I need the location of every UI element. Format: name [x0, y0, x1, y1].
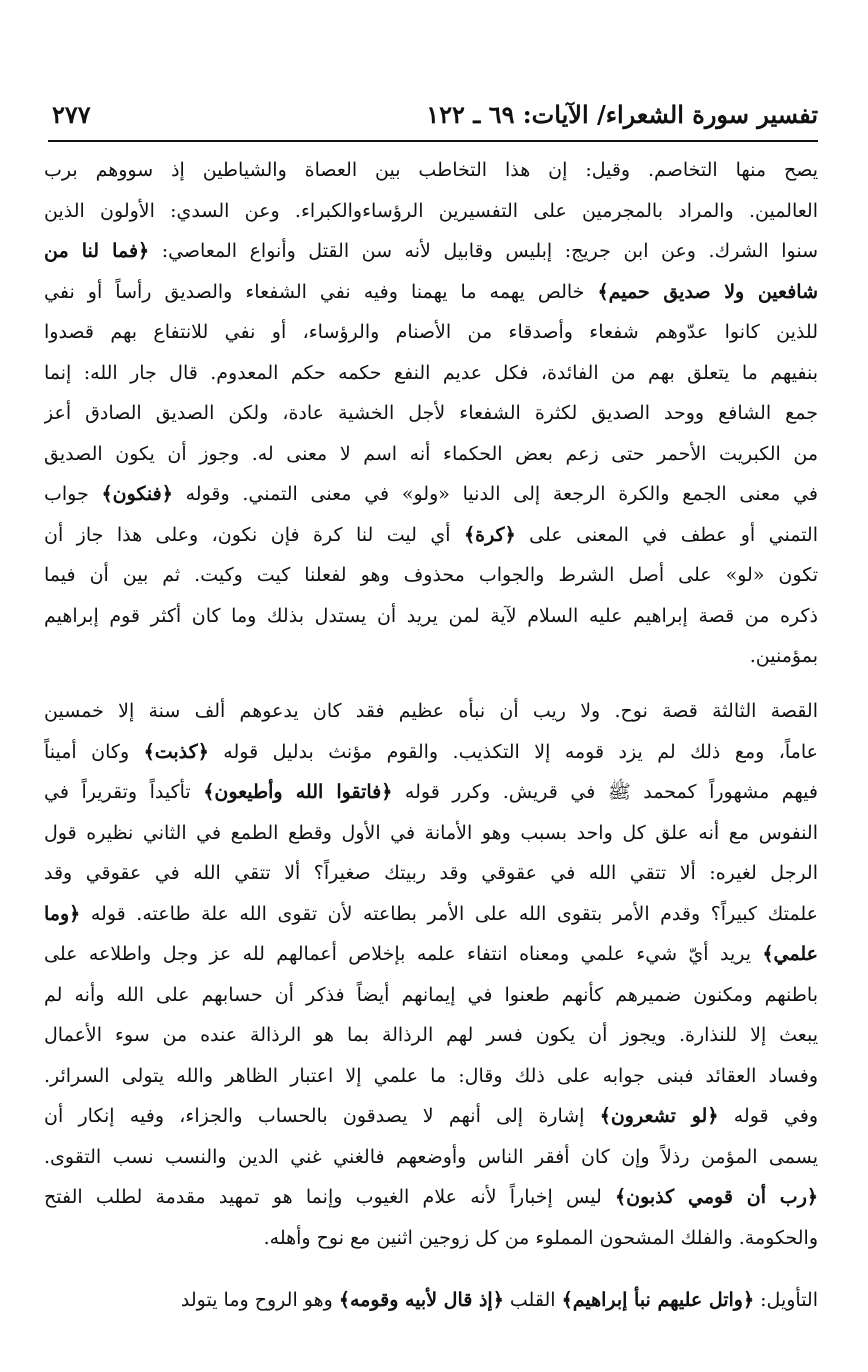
text-line: عاماً، ومع ذلك لم يزد قومه إلا التكذيب. والقوم مؤنث بدليل قوله ﴿كذبت﴾ وكان أميناً — [44, 740, 818, 763]
page-header — [48, 96, 818, 142]
text-line: العالمين. والمراد بالمجرمين على التفسيرين الرؤساءوالكبراء. وعن السدي: الأولون الذين — [44, 199, 818, 222]
text-line: يسمى المؤمن رذلاً وإن كان أفقر الناس وأوضعهم فالغني غني الدين والنسب نسب التقوى. — [44, 1145, 818, 1168]
running-title: تفسير سورة الشعراء/ الآيات: ٦٩ ـ ١٢٢ — [426, 100, 818, 129]
text-line: بمؤمنين. — [749, 645, 818, 667]
text-line: ذكره من قصة إبراهيم عليه السلام لآية لمن يريد أن يستدل بذلك وما كان أكثر قوم إبراهيم — [44, 604, 818, 627]
text-line: علمي﴾ يريد أيّ شيء علمي ومعناه انتفاء علمه بإخلاص أعمالهم لله عز وجل واطلاعه على — [44, 943, 818, 965]
text-line: بنفيهم ما يتعلق بهم من الفائدة، فكل عديم النفع حكمه حكم المعدوم. قال جار الله: إنما — [44, 361, 818, 384]
paragraph-story-of-nuh — [44, 691, 818, 1258]
text-line: التأويل: ﴿واتل عليهم نبأ إبراهيم﴾ القلب ﴿إذ قال لأبيه وقومه﴾ وهو الروح وما يتولد — [180, 1289, 818, 1311]
text-line: الرجل لغيره: ألا تتقي الله في عقوقي وقد ربيتك صغيراً؟ ألا تتقي الله في عقوقي وقد — [44, 862, 818, 884]
text-line: فيهم مشهوراً كمحمد ﷺ في قريش. وكرر قوله ﴿فاتقوا الله وأطيعون﴾ تأكيداً وتقريراً في — [44, 781, 818, 803]
text-line: في معنى الجمع والكرة الرجعة إلى الدنيا «ولو» في معنى التمني. وقوله ﴿فنكون﴾ جواب — [44, 483, 818, 505]
text-line: شافعين ولا صديق حميم﴾ خالص يهمه ما يهمنا وفيه نفي الشفعاء والصديق رأساً أو نفي — [44, 280, 818, 303]
paragraph-tawil — [44, 1280, 818, 1321]
text-line: باطنهم ومكنون ضميرهم كأنهم طعنوا في إيمانهم أيضاً فذكر أن حسابهم على الله وأنه لم — [44, 983, 818, 1006]
text-line: وفساد العقائد فبنى جوابه على ذلك وقال: ما علمي إلا اعتبار الظاهر والله يتولى السرائر. — [44, 1064, 818, 1087]
text-line: والحكومة. والفلك المشحون المملوء من كل زوجين اثنين مع نوح وأهله. — [263, 1226, 818, 1249]
text-line: سنوا الشرك. وعن ابن جريج: إبليس وقابيل لأنه سن القتل وأنواع المعاصي: ﴿فما لنا من — [44, 240, 818, 262]
text-line: من الكبريت الأحمر حتى زعم بعض الحكماء أنه اسم لا معنى له. وجوز أن يكون الصديق — [44, 442, 818, 465]
text-line: تكون «لو» على أصل الشرط والجواب محذوف وهو لفعلنا كيت وكيت. ثم بين أن فيما — [44, 564, 818, 586]
text-line: للذين كانوا عدّوهم شفعاء وأصدقاء من الأصنام والرؤساء، أو نفي للانتفاع بهم قصدوا — [44, 321, 818, 343]
text-line: التمني أو عطف في المعنى على ﴿كرة﴾ أي ليت لنا كرة فإن نكون، وعلى هذا جاز أن — [44, 523, 818, 546]
text-line: النفوس مع أنه علق كل واحد بسبب وهو الأمانة في الأول وقطع الطمع في الثاني نظيره قول — [44, 821, 818, 844]
text-line: يصح منها التخاصم. وقيل: إن هذا التخاطب بين العصاة والشياطين إذ سووهم برب — [44, 159, 818, 181]
text-line: القصة الثالثة قصة نوح. ولا ريب أن نبأه عظيم فقد كان يدعوهم ألف سنة إلا خمسين — [44, 700, 818, 722]
paragraph-commentary-ibrahim — [44, 150, 818, 677]
text-line: جمع الشافع ووحد الصديق لكثرة الشفعاء لأجل الخشية عادة، ولكن الصديق الصادق أعز — [44, 402, 818, 424]
text-line: علمتك كبيراً؟ وقدم الأمر بتقوى الله على الأمر بطاعته لأن تقوى الله علة طاعته. قوله ﴿وما — [44, 902, 818, 925]
text-line: ﴿رب أن قومي كذبون﴾ ليس إخباراً لأنه علام الغيوب وإنما هو تمهيد مقدمة لطلب الفتح — [44, 1186, 818, 1208]
text-line: يبعث إلا للنذارة. ويجوز أن يكون فسر لهم الرذالة بما هو الرذالة عنده من سوء الأعمال — [44, 1024, 818, 1046]
text-line: وفي قوله ﴿لو تشعرون﴾ إشارة إلى أنهم لا يصدقون بالحساب والجزاء، وفيه إنكار أن — [44, 1105, 818, 1127]
page-number: ٢٧٧ — [52, 100, 91, 129]
